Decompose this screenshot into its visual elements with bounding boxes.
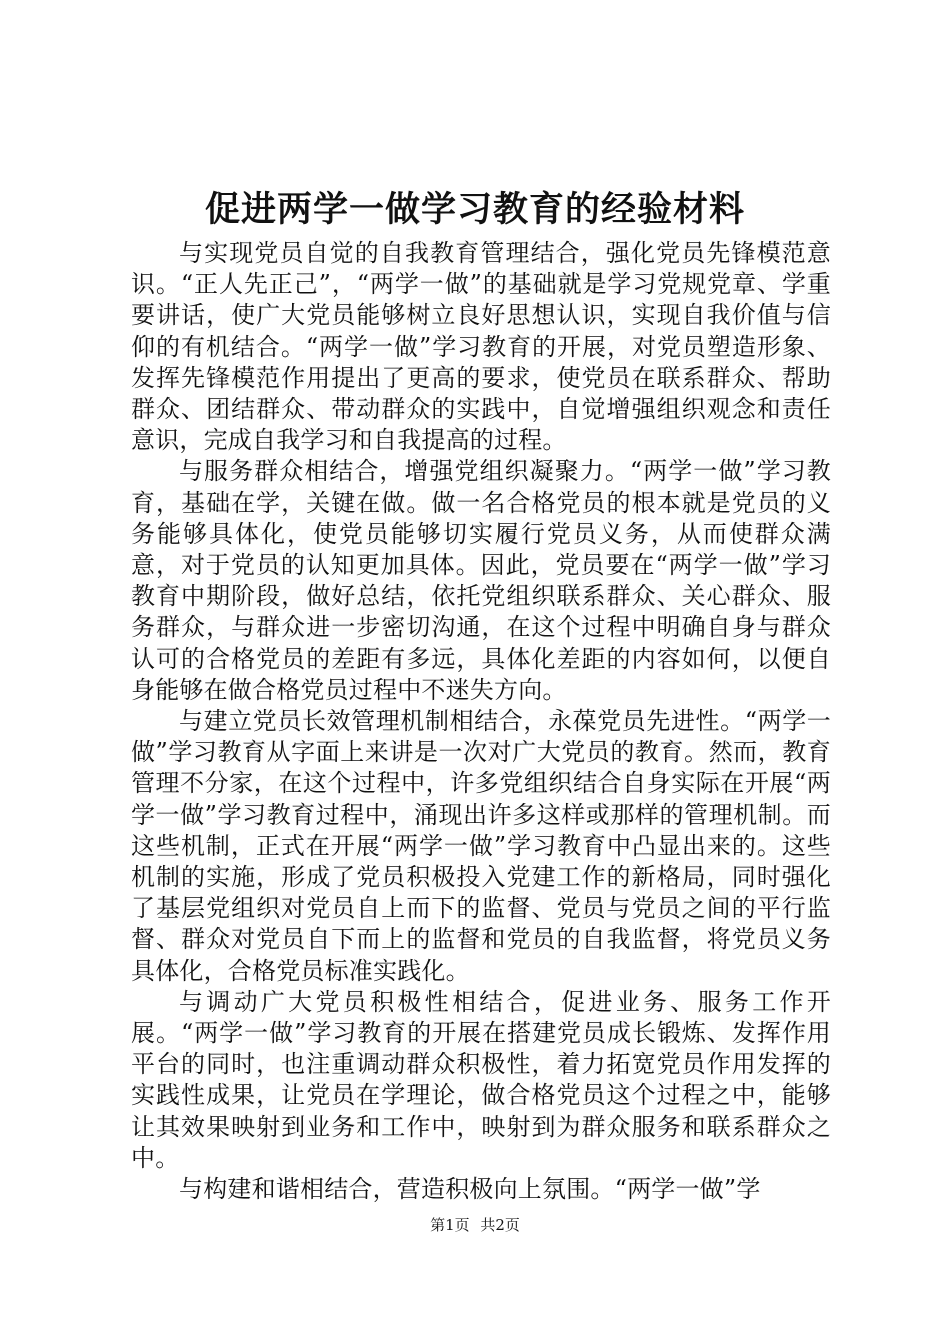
- page-number: 第1页: [430, 1216, 470, 1234]
- paragraph-4: 与调动广大党员积极性相结合，促进业务、服务工作开展。“两学一做”学习教育的开展在搭建党员成长锻炼、发挥作用平台的同时，也注重调动群众积极性，着力拓宽党员作用发挥的实践性成果，让党员在学理论，做合格党员这个过程之中，能够让其效果映射到业务和工作中，映射到为群众服务和联系群众之中。: [131, 987, 831, 1172]
- paragraph-2: 与服务群众相结合，增强党组织凝聚力。“两学一做”学习教育，基础在学，关键在做。做一名合格党员的根本就是党员的义务能够具体化，使党员能够切实履行党员义务，从而使群众满意，对于党员的认知更加具体。因此，党员要在“两学一做”学习教育中期阶段，做好总结，依托党组织联系群众、关心群众、服务群众，与群众进一步密切沟通，在这个过程中明确自身与群众认可的合格党员的差距有多远，具体化差距的内容如何，以便自身能够在做合格党员过程中不迷失方向。: [131, 457, 831, 704]
- paragraph-5: 与构建和谐相结合，营造积极向上氛围。“两学一做”学: [179, 1175, 761, 1204]
- document-title: 促进两学一做学习教育的经验材料: [204, 189, 745, 230]
- page-total: 共2页: [480, 1216, 520, 1234]
- paragraph-1: 与实现党员自觉的自我教育管理结合，强化党员先锋模范意识。“正人先正己”，“两学一做”的基础就是学习党规党章、学重要讲话，使广大党员能够树立良好思想认识，实现自我价值与信仰的有机结合。“两学一做”学习教育的开展，对党员塑造形象、发挥先锋模范作用提出了更高的要求，使党员在联系群众、帮助群众、团结群众、带动群众的实践中，自觉增强组织观念和责任意识，完成自我学习和自我提高的过程。: [131, 239, 831, 455]
- document-body: [131, 238, 831, 1205]
- page-footer: [0, 1215, 950, 1235]
- paragraph-3: 与建立党员长效管理机制相结合，永葆党员先进性。“两学一做”学习教育从字面上来讲是一次对广大党员的教育。然而，教育管理不分家，在这个过程中，许多党组织结合自身实际在开展“两学一做”学习教育过程中，涌现出许多这样或那样的管理机制。而这些机制，正式在开展“两学一做”学习教育中凸显出来的。这些机制的实施，形成了党员积极投入党建工作的新格局，同时强化了基层党组织对党员自上而下的监督、党员与党员之间的平行监督、群众对党员自下而上的监督和党员的自我监督，将党员义务具体化，合格党员标准实践化。: [131, 707, 831, 985]
